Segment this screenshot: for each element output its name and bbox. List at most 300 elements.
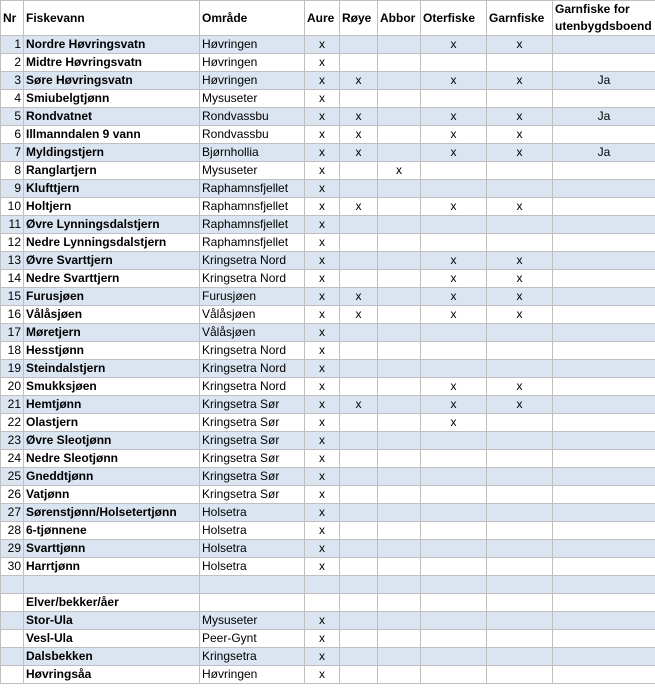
fiskevann-cell[interactable]: Møretjern: [24, 324, 200, 342]
garnfiske-utenbygds-cell[interactable]: [553, 486, 655, 504]
garnfiske-cell[interactable]: x: [487, 288, 553, 306]
empty-cell[interactable]: [421, 576, 487, 594]
garnfiske-cell[interactable]: [487, 432, 553, 450]
oterfiske-cell[interactable]: [421, 648, 487, 666]
row-nr[interactable]: 17: [1, 324, 24, 342]
aure-cell[interactable]: x: [305, 90, 340, 108]
garnfiske-utenbygds-cell[interactable]: [553, 432, 655, 450]
roye-cell[interactable]: x: [340, 144, 378, 162]
oterfiske-cell[interactable]: [421, 342, 487, 360]
row-nr[interactable]: [1, 612, 24, 630]
garnfiske-utenbygds-cell[interactable]: [553, 666, 655, 684]
abbor-cell[interactable]: [378, 666, 421, 684]
roye-cell[interactable]: [340, 540, 378, 558]
omrade-cell[interactable]: Høvringen: [200, 36, 305, 54]
aure-cell[interactable]: x: [305, 612, 340, 630]
abbor-cell[interactable]: [378, 378, 421, 396]
header-nr[interactable]: Nr: [1, 1, 24, 36]
garnfiske-cell[interactable]: x: [487, 108, 553, 126]
garnfiske-cell[interactable]: x: [487, 36, 553, 54]
oterfiske-cell[interactable]: [421, 450, 487, 468]
row-nr[interactable]: 16: [1, 306, 24, 324]
oterfiske-cell[interactable]: x: [421, 36, 487, 54]
garnfiske-cell[interactable]: [487, 558, 553, 576]
omrade-cell[interactable]: Holsetra: [200, 540, 305, 558]
abbor-cell[interactable]: x: [378, 162, 421, 180]
oterfiske-cell[interactable]: [421, 468, 487, 486]
empty-cell[interactable]: [340, 594, 378, 612]
empty-cell[interactable]: [1, 594, 24, 612]
fiskevann-cell[interactable]: Olastjern: [24, 414, 200, 432]
garnfiske-utenbygds-cell[interactable]: [553, 396, 655, 414]
header-oterfiske[interactable]: Oterfiske: [421, 1, 487, 36]
oterfiske-cell[interactable]: [421, 90, 487, 108]
roye-cell[interactable]: [340, 630, 378, 648]
garnfiske-utenbygds-cell[interactable]: Ja: [553, 108, 655, 126]
oterfiske-cell[interactable]: [421, 666, 487, 684]
aure-cell[interactable]: x: [305, 540, 340, 558]
omrade-cell[interactable]: Kringsetra Sør: [200, 468, 305, 486]
abbor-cell[interactable]: [378, 108, 421, 126]
garnfiske-utenbygds-cell[interactable]: [553, 612, 655, 630]
garnfiske-cell[interactable]: x: [487, 306, 553, 324]
abbor-cell[interactable]: [378, 288, 421, 306]
row-nr[interactable]: 2: [1, 54, 24, 72]
omrade-cell[interactable]: Kringsetra Nord: [200, 342, 305, 360]
oterfiske-cell[interactable]: x: [421, 396, 487, 414]
oterfiske-cell[interactable]: x: [421, 126, 487, 144]
aure-cell[interactable]: x: [305, 468, 340, 486]
empty-cell[interactable]: [553, 594, 655, 612]
roye-cell[interactable]: [340, 270, 378, 288]
row-nr[interactable]: 5: [1, 108, 24, 126]
roye-cell[interactable]: [340, 666, 378, 684]
header-omrade[interactable]: Område: [200, 1, 305, 36]
abbor-cell[interactable]: [378, 90, 421, 108]
aure-cell[interactable]: x: [305, 216, 340, 234]
roye-cell[interactable]: [340, 450, 378, 468]
omrade-cell[interactable]: Vålåsjøen: [200, 324, 305, 342]
fiskevann-cell[interactable]: Holtjern: [24, 198, 200, 216]
row-nr[interactable]: 29: [1, 540, 24, 558]
empty-cell[interactable]: [487, 576, 553, 594]
row-nr[interactable]: 24: [1, 450, 24, 468]
garnfiske-cell[interactable]: [487, 630, 553, 648]
aure-cell[interactable]: x: [305, 558, 340, 576]
oterfiske-cell[interactable]: x: [421, 72, 487, 90]
omrade-cell[interactable]: Mysuseter: [200, 90, 305, 108]
garnfiske-cell[interactable]: [487, 162, 553, 180]
garnfiske-cell[interactable]: x: [487, 198, 553, 216]
omrade-cell[interactable]: Raphamnsfjellet: [200, 180, 305, 198]
garnfiske-utenbygds-cell[interactable]: [553, 162, 655, 180]
garnfiske-cell[interactable]: [487, 648, 553, 666]
omrade-cell[interactable]: Kringsetra Sør: [200, 486, 305, 504]
row-nr[interactable]: 10: [1, 198, 24, 216]
omrade-cell[interactable]: Mysuseter: [200, 612, 305, 630]
garnfiske-utenbygds-cell[interactable]: [553, 54, 655, 72]
empty-cell[interactable]: [305, 594, 340, 612]
roye-cell[interactable]: x: [340, 306, 378, 324]
oterfiske-cell[interactable]: [421, 558, 487, 576]
abbor-cell[interactable]: [378, 324, 421, 342]
abbor-cell[interactable]: [378, 252, 421, 270]
row-nr[interactable]: 22: [1, 414, 24, 432]
garnfiske-cell[interactable]: [487, 486, 553, 504]
oterfiske-cell[interactable]: [421, 180, 487, 198]
garnfiske-cell[interactable]: [487, 54, 553, 72]
garnfiske-cell[interactable]: [487, 540, 553, 558]
oterfiske-cell[interactable]: x: [421, 252, 487, 270]
row-nr[interactable]: 9: [1, 180, 24, 198]
garnfiske-utenbygds-cell[interactable]: [553, 90, 655, 108]
garnfiske-cell[interactable]: [487, 468, 553, 486]
oterfiske-cell[interactable]: x: [421, 144, 487, 162]
row-nr[interactable]: 12: [1, 234, 24, 252]
oterfiske-cell[interactable]: x: [421, 414, 487, 432]
header-garnfiske-utenbygds[interactable]: Garnfiske for utenbygdsboend: [553, 1, 655, 36]
aure-cell[interactable]: x: [305, 342, 340, 360]
roye-cell[interactable]: [340, 252, 378, 270]
fiskevann-cell[interactable]: Gneddtjønn: [24, 468, 200, 486]
oterfiske-cell[interactable]: x: [421, 306, 487, 324]
fiskevann-cell[interactable]: Smukksjøen: [24, 378, 200, 396]
fiskevann-cell[interactable]: Nordre Høvringsvatn: [24, 36, 200, 54]
row-nr[interactable]: 11: [1, 216, 24, 234]
roye-cell[interactable]: [340, 558, 378, 576]
garnfiske-cell[interactable]: [487, 522, 553, 540]
row-nr[interactable]: 30: [1, 558, 24, 576]
garnfiske-cell[interactable]: x: [487, 126, 553, 144]
garnfiske-utenbygds-cell[interactable]: [553, 126, 655, 144]
oterfiske-cell[interactable]: [421, 324, 487, 342]
omrade-cell[interactable]: Holsetra: [200, 558, 305, 576]
aure-cell[interactable]: x: [305, 630, 340, 648]
empty-cell[interactable]: [421, 594, 487, 612]
garnfiske-utenbygds-cell[interactable]: [553, 504, 655, 522]
row-nr[interactable]: 14: [1, 270, 24, 288]
roye-cell[interactable]: [340, 54, 378, 72]
garnfiske-utenbygds-cell[interactable]: [553, 630, 655, 648]
omrade-cell[interactable]: Kringsetra Sør: [200, 450, 305, 468]
garnfiske-utenbygds-cell[interactable]: [553, 360, 655, 378]
abbor-cell[interactable]: [378, 306, 421, 324]
header-fiskevann[interactable]: Fiskevann: [24, 1, 200, 36]
oterfiske-cell[interactable]: x: [421, 378, 487, 396]
oterfiske-cell[interactable]: x: [421, 270, 487, 288]
garnfiske-cell[interactable]: [487, 360, 553, 378]
fiskevann-cell[interactable]: Hemtjønn: [24, 396, 200, 414]
fiskevann-cell[interactable]: Nedre Lynningsdalstjern: [24, 234, 200, 252]
abbor-cell[interactable]: [378, 432, 421, 450]
fiskevann-cell[interactable]: 6-tjønnene: [24, 522, 200, 540]
fiskevann-cell[interactable]: Øvre Sleotjønn: [24, 432, 200, 450]
roye-cell[interactable]: x: [340, 198, 378, 216]
aure-cell[interactable]: x: [305, 198, 340, 216]
roye-cell[interactable]: [340, 612, 378, 630]
garnfiske-utenbygds-cell[interactable]: [553, 522, 655, 540]
roye-cell[interactable]: [340, 90, 378, 108]
row-nr[interactable]: [1, 666, 24, 684]
fiskevann-cell[interactable]: Dalsbekken: [24, 648, 200, 666]
roye-cell[interactable]: [340, 216, 378, 234]
fiskevann-cell[interactable]: Nedre Svarttjern: [24, 270, 200, 288]
rivers-heading[interactable]: Elver/bekker/åer: [24, 594, 200, 612]
oterfiske-cell[interactable]: [421, 630, 487, 648]
oterfiske-cell[interactable]: [421, 54, 487, 72]
aure-cell[interactable]: x: [305, 144, 340, 162]
row-nr[interactable]: 7: [1, 144, 24, 162]
fiskevann-cell[interactable]: Smiubelgtjønn: [24, 90, 200, 108]
header-garnfiske[interactable]: Garnfiske: [487, 1, 553, 36]
row-nr[interactable]: 23: [1, 432, 24, 450]
aure-cell[interactable]: x: [305, 252, 340, 270]
fiskevann-cell[interactable]: Søre Høvringsvatn: [24, 72, 200, 90]
omrade-cell[interactable]: Raphamnsfjellet: [200, 234, 305, 252]
row-nr[interactable]: [1, 648, 24, 666]
roye-cell[interactable]: [340, 378, 378, 396]
header-roye[interactable]: Røye: [340, 1, 378, 36]
fiskevann-cell[interactable]: Illmanndalen 9 vann: [24, 126, 200, 144]
row-nr[interactable]: 3: [1, 72, 24, 90]
oterfiske-cell[interactable]: [421, 432, 487, 450]
garnfiske-cell[interactable]: [487, 450, 553, 468]
garnfiske-cell[interactable]: [487, 666, 553, 684]
garnfiske-cell[interactable]: [487, 414, 553, 432]
abbor-cell[interactable]: [378, 198, 421, 216]
garnfiske-cell[interactable]: [487, 342, 553, 360]
empty-cell[interactable]: [340, 576, 378, 594]
roye-cell[interactable]: [340, 342, 378, 360]
omrade-cell[interactable]: Vålåsjøen: [200, 306, 305, 324]
aure-cell[interactable]: x: [305, 306, 340, 324]
abbor-cell[interactable]: [378, 234, 421, 252]
empty-cell[interactable]: [24, 576, 200, 594]
omrade-cell[interactable]: Peer-Gynt: [200, 630, 305, 648]
garnfiske-cell[interactable]: x: [487, 144, 553, 162]
oterfiske-cell[interactable]: [421, 234, 487, 252]
omrade-cell[interactable]: Rondvassbu: [200, 108, 305, 126]
fiskevann-cell[interactable]: Midtre Høvringsvatn: [24, 54, 200, 72]
empty-cell[interactable]: [378, 576, 421, 594]
abbor-cell[interactable]: [378, 630, 421, 648]
oterfiske-cell[interactable]: [421, 162, 487, 180]
oterfiske-cell[interactable]: [421, 486, 487, 504]
roye-cell[interactable]: x: [340, 72, 378, 90]
header-aure[interactable]: Aure: [305, 1, 340, 36]
row-nr[interactable]: 19: [1, 360, 24, 378]
abbor-cell[interactable]: [378, 468, 421, 486]
omrade-cell[interactable]: Raphamnsfjellet: [200, 198, 305, 216]
garnfiske-utenbygds-cell[interactable]: [553, 324, 655, 342]
omrade-cell[interactable]: Furusjøen: [200, 288, 305, 306]
aure-cell[interactable]: x: [305, 486, 340, 504]
empty-cell[interactable]: [1, 576, 24, 594]
omrade-cell[interactable]: Holsetra: [200, 504, 305, 522]
garnfiske-utenbygds-cell[interactable]: [553, 648, 655, 666]
aure-cell[interactable]: x: [305, 360, 340, 378]
empty-cell[interactable]: [487, 594, 553, 612]
empty-cell[interactable]: [305, 576, 340, 594]
aure-cell[interactable]: x: [305, 648, 340, 666]
abbor-cell[interactable]: [378, 648, 421, 666]
abbor-cell[interactable]: [378, 486, 421, 504]
abbor-cell[interactable]: [378, 54, 421, 72]
fiskevann-cell[interactable]: Hesstjønn: [24, 342, 200, 360]
abbor-cell[interactable]: [378, 144, 421, 162]
oterfiske-cell[interactable]: [421, 216, 487, 234]
abbor-cell[interactable]: [378, 396, 421, 414]
abbor-cell[interactable]: [378, 360, 421, 378]
row-nr[interactable]: 6: [1, 126, 24, 144]
row-nr[interactable]: 20: [1, 378, 24, 396]
roye-cell[interactable]: [340, 414, 378, 432]
abbor-cell[interactable]: [378, 270, 421, 288]
aure-cell[interactable]: x: [305, 288, 340, 306]
roye-cell[interactable]: [340, 234, 378, 252]
omrade-cell[interactable]: Rondvassbu: [200, 126, 305, 144]
aure-cell[interactable]: x: [305, 414, 340, 432]
omrade-cell[interactable]: Høvringen: [200, 666, 305, 684]
fiskevann-cell[interactable]: Vatjønn: [24, 486, 200, 504]
garnfiske-utenbygds-cell[interactable]: Ja: [553, 144, 655, 162]
abbor-cell[interactable]: [378, 126, 421, 144]
garnfiske-utenbygds-cell[interactable]: [553, 216, 655, 234]
abbor-cell[interactable]: [378, 342, 421, 360]
omrade-cell[interactable]: Kringsetra Nord: [200, 252, 305, 270]
row-nr[interactable]: [1, 630, 24, 648]
empty-cell[interactable]: [378, 594, 421, 612]
fiskevann-cell[interactable]: Nedre Sleotjønn: [24, 450, 200, 468]
garnfiske-utenbygds-cell[interactable]: [553, 270, 655, 288]
fiskevann-cell[interactable]: Harrtjønn: [24, 558, 200, 576]
garnfiske-utenbygds-cell[interactable]: [553, 468, 655, 486]
fiskevann-cell[interactable]: Øvre Lynningsdalstjern: [24, 216, 200, 234]
row-nr[interactable]: 4: [1, 90, 24, 108]
aure-cell[interactable]: x: [305, 378, 340, 396]
abbor-cell[interactable]: [378, 612, 421, 630]
omrade-cell[interactable]: Kringsetra Nord: [200, 270, 305, 288]
roye-cell[interactable]: [340, 468, 378, 486]
oterfiske-cell[interactable]: [421, 504, 487, 522]
garnfiske-utenbygds-cell[interactable]: [553, 450, 655, 468]
roye-cell[interactable]: [340, 522, 378, 540]
aure-cell[interactable]: x: [305, 504, 340, 522]
garnfiske-utenbygds-cell[interactable]: [553, 288, 655, 306]
garnfiske-cell[interactable]: x: [487, 252, 553, 270]
aure-cell[interactable]: x: [305, 324, 340, 342]
row-nr[interactable]: 26: [1, 486, 24, 504]
omrade-cell[interactable]: Kringsetra Sør: [200, 396, 305, 414]
garnfiske-utenbygds-cell[interactable]: [553, 198, 655, 216]
roye-cell[interactable]: x: [340, 396, 378, 414]
fiskevann-cell[interactable]: Furusjøen: [24, 288, 200, 306]
roye-cell[interactable]: [340, 180, 378, 198]
garnfiske-cell[interactable]: [487, 90, 553, 108]
empty-cell[interactable]: [200, 594, 305, 612]
aure-cell[interactable]: x: [305, 234, 340, 252]
abbor-cell[interactable]: [378, 216, 421, 234]
roye-cell[interactable]: [340, 648, 378, 666]
abbor-cell[interactable]: [378, 414, 421, 432]
row-nr[interactable]: 27: [1, 504, 24, 522]
garnfiske-utenbygds-cell[interactable]: [553, 234, 655, 252]
omrade-cell[interactable]: Kringsetra: [200, 648, 305, 666]
garnfiske-cell[interactable]: [487, 234, 553, 252]
roye-cell[interactable]: [340, 432, 378, 450]
roye-cell[interactable]: [340, 504, 378, 522]
aure-cell[interactable]: x: [305, 36, 340, 54]
garnfiske-utenbygds-cell[interactable]: [553, 342, 655, 360]
omrade-cell[interactable]: Høvringen: [200, 72, 305, 90]
row-nr[interactable]: 21: [1, 396, 24, 414]
aure-cell[interactable]: x: [305, 126, 340, 144]
empty-cell[interactable]: [553, 576, 655, 594]
garnfiske-utenbygds-cell[interactable]: [553, 36, 655, 54]
oterfiske-cell[interactable]: [421, 540, 487, 558]
omrade-cell[interactable]: Mysuseter: [200, 162, 305, 180]
abbor-cell[interactable]: [378, 540, 421, 558]
garnfiske-cell[interactable]: [487, 504, 553, 522]
oterfiske-cell[interactable]: [421, 360, 487, 378]
garnfiske-utenbygds-cell[interactable]: [553, 540, 655, 558]
fiskevann-cell[interactable]: Ranglartjern: [24, 162, 200, 180]
aure-cell[interactable]: x: [305, 432, 340, 450]
omrade-cell[interactable]: Kringsetra Sør: [200, 414, 305, 432]
fiskevann-cell[interactable]: Svarttjønn: [24, 540, 200, 558]
fiskevann-cell[interactable]: Sørenstjønn/Holsetertjønn: [24, 504, 200, 522]
garnfiske-cell[interactable]: x: [487, 396, 553, 414]
roye-cell[interactable]: [340, 486, 378, 504]
roye-cell[interactable]: x: [340, 126, 378, 144]
abbor-cell[interactable]: [378, 450, 421, 468]
omrade-cell[interactable]: Høvringen: [200, 54, 305, 72]
aure-cell[interactable]: x: [305, 162, 340, 180]
omrade-cell[interactable]: Kringsetra Nord: [200, 378, 305, 396]
garnfiske-utenbygds-cell[interactable]: [553, 414, 655, 432]
garnfiske-cell[interactable]: [487, 180, 553, 198]
fiskevann-cell[interactable]: Stor-Ula: [24, 612, 200, 630]
row-nr[interactable]: 25: [1, 468, 24, 486]
garnfiske-cell[interactable]: [487, 612, 553, 630]
row-nr[interactable]: 13: [1, 252, 24, 270]
roye-cell[interactable]: [340, 324, 378, 342]
fiskevann-cell[interactable]: Høvringsåa: [24, 666, 200, 684]
garnfiske-cell[interactable]: [487, 216, 553, 234]
aure-cell[interactable]: x: [305, 108, 340, 126]
oterfiske-cell[interactable]: [421, 522, 487, 540]
garnfiske-utenbygds-cell[interactable]: [553, 252, 655, 270]
aure-cell[interactable]: x: [305, 54, 340, 72]
abbor-cell[interactable]: [378, 72, 421, 90]
aure-cell[interactable]: x: [305, 270, 340, 288]
row-nr[interactable]: 8: [1, 162, 24, 180]
oterfiske-cell[interactable]: [421, 612, 487, 630]
aure-cell[interactable]: x: [305, 180, 340, 198]
aure-cell[interactable]: x: [305, 72, 340, 90]
omrade-cell[interactable]: Holsetra: [200, 522, 305, 540]
garnfiske-cell[interactable]: [487, 324, 553, 342]
aure-cell[interactable]: x: [305, 666, 340, 684]
fiskevann-cell[interactable]: Myldingstjern: [24, 144, 200, 162]
row-nr[interactable]: 28: [1, 522, 24, 540]
row-nr[interactable]: 18: [1, 342, 24, 360]
garnfiske-utenbygds-cell[interactable]: [553, 378, 655, 396]
oterfiske-cell[interactable]: x: [421, 198, 487, 216]
omrade-cell[interactable]: Raphamnsfjellet: [200, 216, 305, 234]
fiskevann-cell[interactable]: Øvre Svarttjern: [24, 252, 200, 270]
roye-cell[interactable]: [340, 360, 378, 378]
